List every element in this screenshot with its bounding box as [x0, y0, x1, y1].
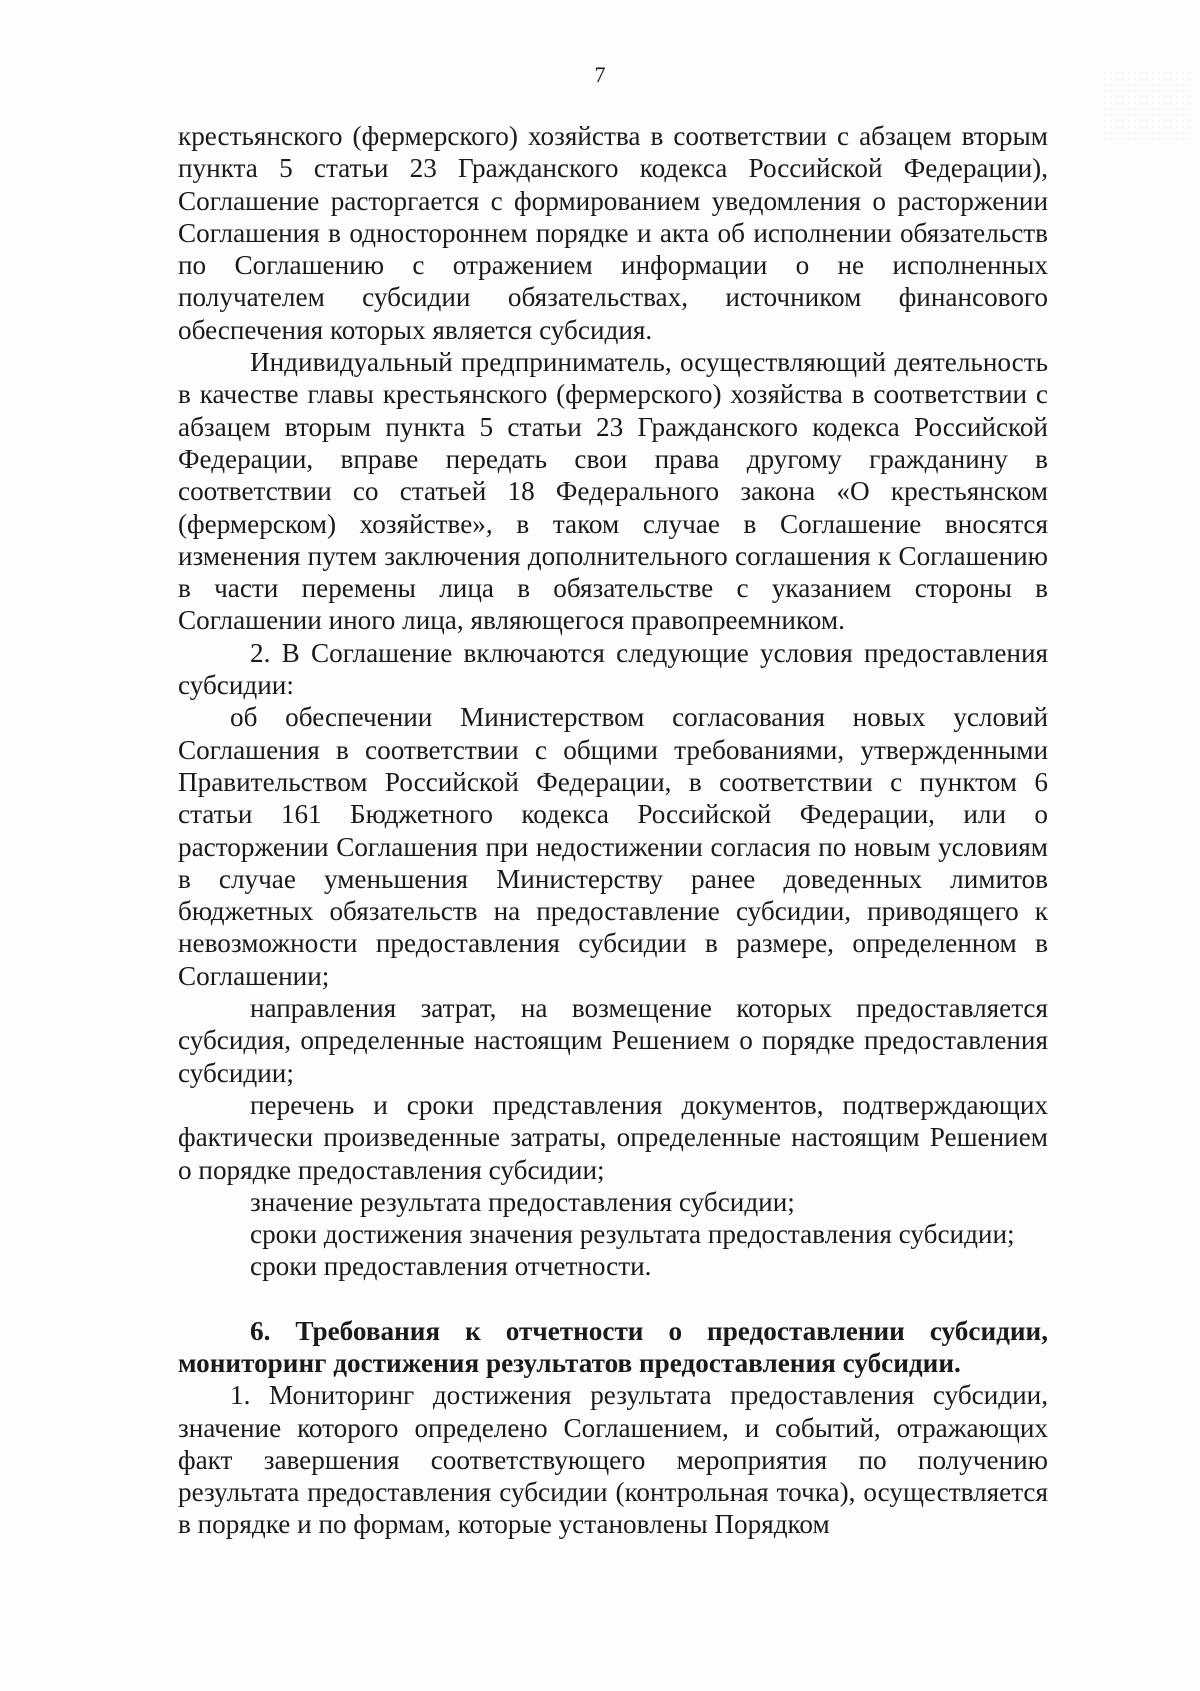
section-heading: 6. Требования к отчетности о предоставлении субсидии, мониторинг достижения результатов предоставления субсидии.	[178, 1315, 1048, 1378]
list-item-reporting-deadline: сроки предоставления отчетности.	[250, 1251, 652, 1282]
paragraph-clause-2: 2. В Соглашение включаются следующие условия предоставления субсидии:	[178, 637, 1048, 701]
list-item-result-value: значение результата предоставления субсидии;	[250, 1186, 795, 1217]
paragraph-condition-ministry: об обеспечении Министерством согласования новых условий Соглашения в соответствии с общими требованиями, утвержденными Правительством Российской Федерации, в соответствии с пунктом 6 статьи 161 Бюджетного кодекса Российской Федерации, или о расторжении Соглашения при недостижении согласия по новым условиям в случае уменьшения Министерству ранее доведенных лимитов бюджетных обязательств на предоставление субсидии, приводящего к невозможности предоставления субсидии в размере, определенном в Соглашении;	[178, 702, 1048, 991]
paragraph-entrepreneur: Индивидуальный предприниматель, осуществляющий деятельность в качестве главы крестьянского (фермерского) хозяйства в соответствии с абзацем вторым пункта 5 статьи 23 Гражданского кодекса Российской Федерации, вправе передать свои права другому гражданину в соответствии со статьей 18 Федерального закона «О крестьянском (фермерском) хозяйстве», в таком случае в Соглашение вносятся изменения путем заключения дополнительного соглашения к Соглашению в части перемены лица в обязательстве с указанием стороны в Соглашении иного лица, являющегося правопреемником.	[178, 347, 1048, 636]
list-item-result-deadline: сроки достижения значения результата предоставления субсидии;	[250, 1219, 1015, 1250]
page-number: 7	[594, 62, 606, 87]
paragraph-condition-documents: перечень и сроки представления документов, подтверждающих фактически произведенные затраты, определенные настоящим Решением о порядке предоставления субсидии;	[178, 1089, 1048, 1185]
paragraph-monitoring: 1. Мониторинг достижения результата предоставления субсидии, значение которого определено Соглашением, и событий, отражающих факт завершения соответствующего мероприятия по получению результата предоставления субсидии (контрольная точка), осуществляется в порядке и по формам, которые установлены Порядком	[178, 1380, 1048, 1540]
paragraph-continuation: крестьянского (фермерского) хозяйства в соответствии с абзацем вторым пункта 5 статьи 23 Гражданского кодекса Российской Федерации), Соглашение расторгается с формированием уведомления о расторжении Соглашения в одностороннем порядке и акта об исполнении обязательств по Соглашению с отражением информации о не исполненных получателем субсидии обязательствах, источником финансового обеспечения которых является субсидия.	[178, 121, 1048, 345]
document-body	[178, 120, 1048, 1541]
paragraph-condition-expenses: направления затрат, на возмещение которых предоставляется субсидия, определенные настоящим Решением о порядке предоставления субсидии;	[178, 993, 1048, 1088]
